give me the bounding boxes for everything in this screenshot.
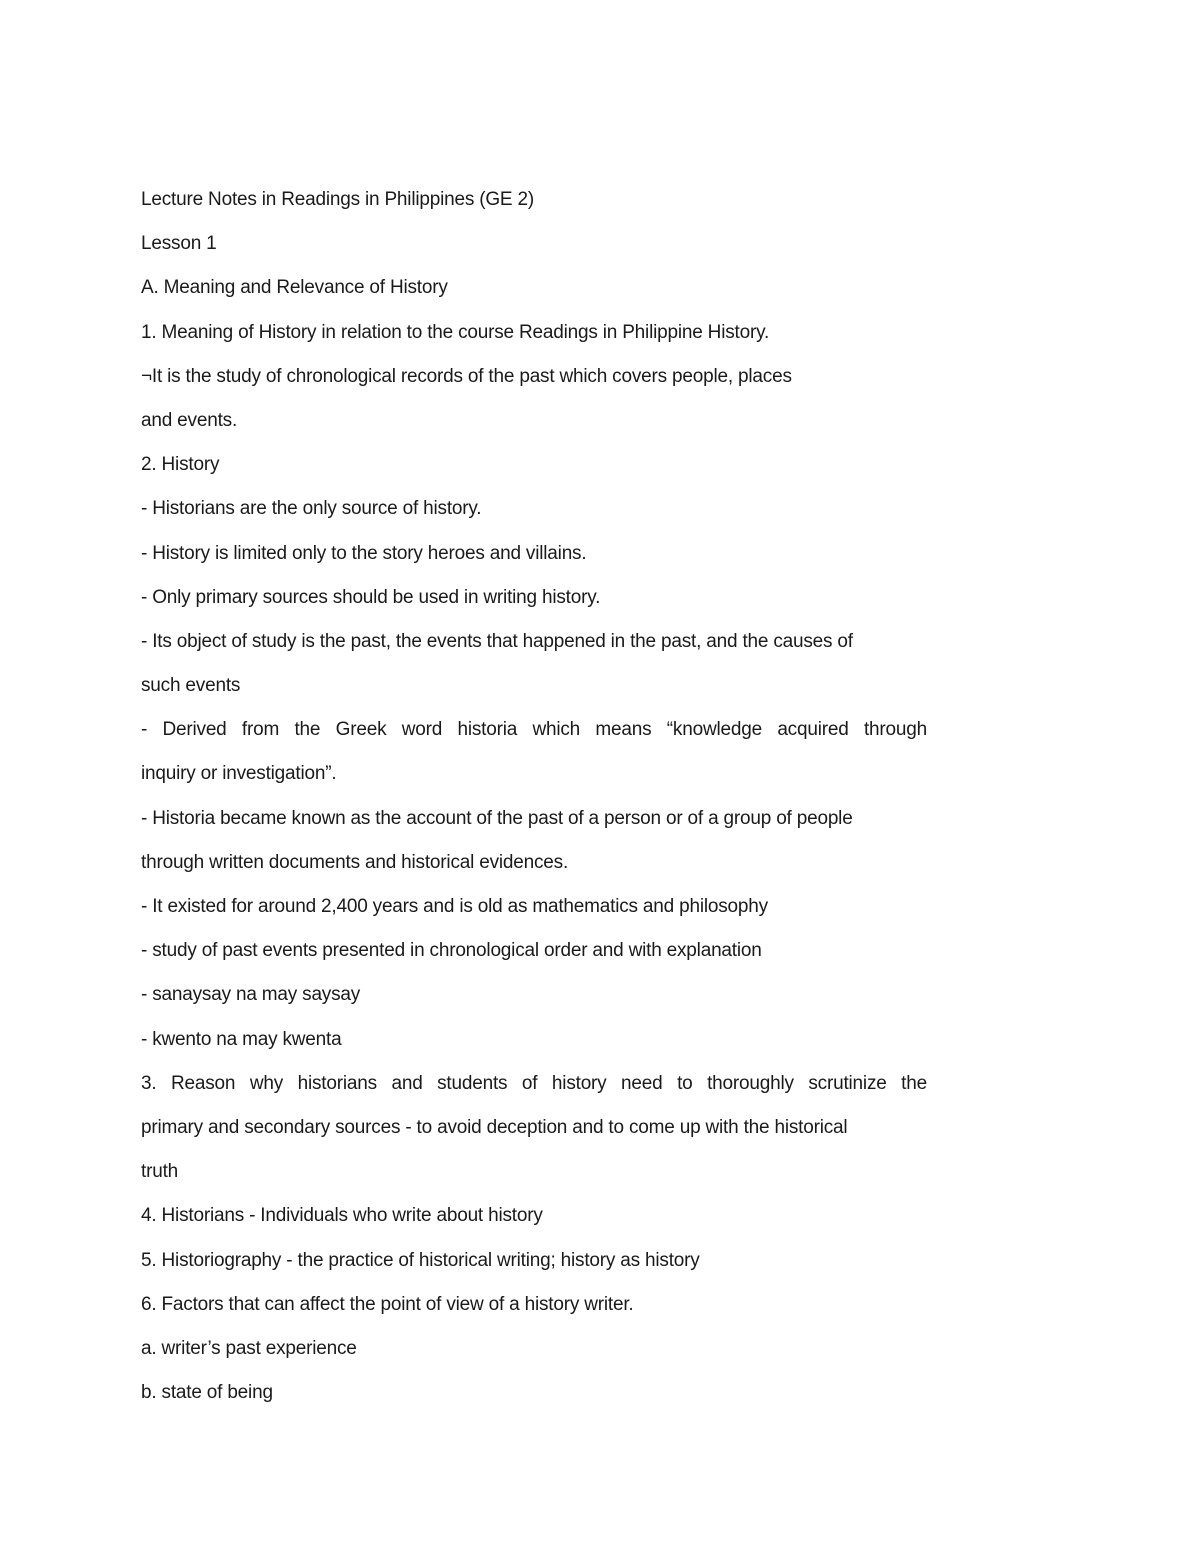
document-title: Lecture Notes in Readings in Philippines (GE 2) <box>141 189 534 210</box>
text-line: - sanaysay na may saysay <box>141 984 361 1006</box>
text-line: through written documents and historical evidences. <box>141 851 569 873</box>
text-line: 4. Historians - Individuals who write about history <box>141 1205 543 1227</box>
text-line: - Derived from the Greek word historia which means “knowledge acquired through <box>141 719 927 741</box>
text-line: - Its object of study is the past, the events that happened in the past, and the causes of <box>141 630 853 652</box>
text-line: - kwento na may kwenta <box>141 1028 342 1050</box>
text-line: 3. Reason why historians and students of history need to thoroughly scrutinize the <box>141 1072 927 1094</box>
text-line: ¬It is the study of chronological records of the past which covers people, places <box>141 365 792 387</box>
text-line: - Historia became known as the account of the past of a person or of a group of people <box>141 807 853 829</box>
text-line: such events <box>141 675 241 697</box>
section-heading: A. Meaning and Relevance of History <box>141 277 448 299</box>
text-line: and events. <box>141 409 238 431</box>
text-line: b. state of being <box>141 1382 273 1404</box>
text-line: - Historians are the only source of history. <box>141 498 482 520</box>
document-body <box>141 182 931 1419</box>
text-line: - study of past events presented in chronological order and with explanation <box>141 940 762 962</box>
text-line: truth <box>141 1161 179 1183</box>
text-line: inquiry or investigation”. <box>141 763 337 785</box>
lesson-heading: Lesson 1 <box>141 233 217 255</box>
text-line: - It existed for around 2,400 years and is old as mathematics and philosophy <box>141 896 768 917</box>
text-line: - Only primary sources should be used in writing history. <box>141 586 601 608</box>
text-line: 2. History <box>141 454 220 476</box>
text-line: 5. Historiography - the practice of historical writing; history as history <box>141 1249 700 1271</box>
text-line: 1. Meaning of History in relation to the course Readings in Philippine History. <box>141 321 770 343</box>
text-line: - History is limited only to the story heroes and villains. <box>141 542 587 564</box>
text-line: primary and secondary sources - to avoid deception and to come up with the historical <box>141 1116 848 1138</box>
text-line: 6. Factors that can affect the point of view of a history writer. <box>141 1293 634 1315</box>
text-line: a. writer’s past experience <box>141 1337 357 1359</box>
